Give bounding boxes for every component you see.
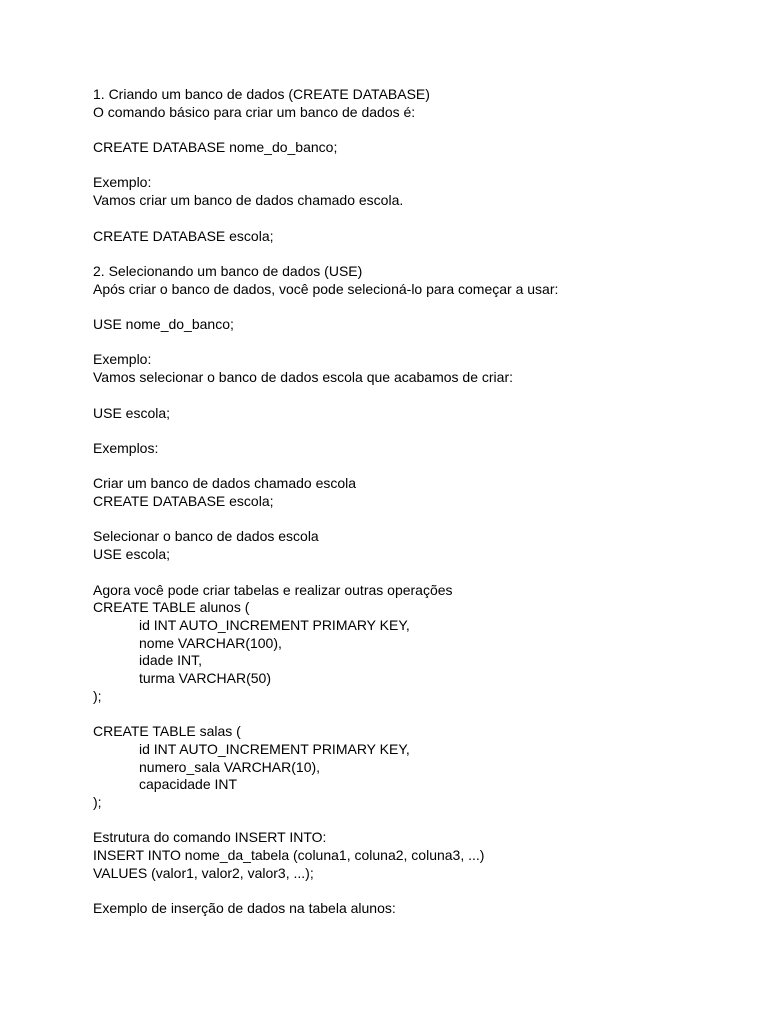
text-line: ); [93, 687, 102, 704]
text-line: Vamos criar um banco de dados chamado escola. [93, 192, 404, 209]
blank-line [93, 387, 733, 405]
text-line: CREATE TABLE alunos ( [93, 599, 250, 616]
text-line: Selecionar o banco de dados escola [93, 528, 319, 545]
blank-line [93, 458, 733, 476]
document-body [93, 86, 733, 918]
text-line: Exemplo: [93, 351, 152, 368]
text-line: Exemplos: [93, 439, 159, 456]
blank-line [93, 298, 733, 316]
text-line: nome VARCHAR(100), [139, 634, 282, 651]
blank-line [93, 210, 733, 228]
text-line: Estrutura do comando INSERT INTO: [93, 829, 327, 846]
text-line: USE escola; [93, 404, 171, 421]
blank-line [93, 121, 733, 139]
blank-line [93, 882, 733, 900]
text-line: numero_sala VARCHAR(10), [139, 758, 321, 775]
blank-line [93, 511, 733, 529]
text-line: turma VARCHAR(50) [139, 670, 271, 687]
text-line: Após criar o banco de dados, você pode selecioná-lo para começar a usar: [93, 280, 559, 297]
blank-line [93, 564, 733, 582]
text-line: Vamos selecionar o banco de dados escola que acabamos de criar: [93, 369, 513, 386]
text-line: USE escola; [93, 546, 171, 563]
text-line: id INT AUTO_INCREMENT PRIMARY KEY, [139, 740, 410, 757]
blank-line [93, 245, 733, 263]
text-line: ); [93, 793, 102, 810]
text-line: O comando básico para criar um banco de dados é: [93, 103, 416, 120]
blank-line [93, 157, 733, 175]
text-line: CREATE DATABASE nome_do_banco; [93, 139, 338, 156]
text-line: id INT AUTO_INCREMENT PRIMARY KEY, [139, 616, 410, 633]
text-line: CREATE DATABASE escola; [93, 227, 274, 244]
blank-line [93, 812, 733, 830]
text-line: Criar um banco de dados chamado escola [93, 475, 357, 492]
text-line: 1. Criando um banco de dados (CREATE DATABASE) [93, 86, 430, 102]
blank-line [93, 705, 733, 723]
text-line: VALUES (valor1, valor2, valor3, ...); [93, 864, 314, 881]
text-line: USE nome_do_banco; [93, 316, 234, 333]
text-line: INSERT INTO nome_da_tabela (coluna1, coluna2, coluna3, ...) [93, 847, 485, 864]
text-line: Exemplo: [93, 174, 152, 191]
text-line: idade INT, [139, 652, 203, 669]
blank-line [93, 422, 733, 440]
text-line: Exemplo de inserção de dados na tabela alunos: [93, 900, 396, 917]
text-line: CREATE TABLE salas ( [93, 723, 241, 740]
text-line: 2. Selecionando um banco de dados (USE) [93, 262, 363, 279]
text-line: CREATE DATABASE escola; [93, 493, 274, 510]
text-line: capacidade INT [139, 776, 238, 793]
blank-line [93, 334, 733, 352]
text-line: Agora você pode criar tabelas e realizar outras operações [93, 581, 453, 598]
